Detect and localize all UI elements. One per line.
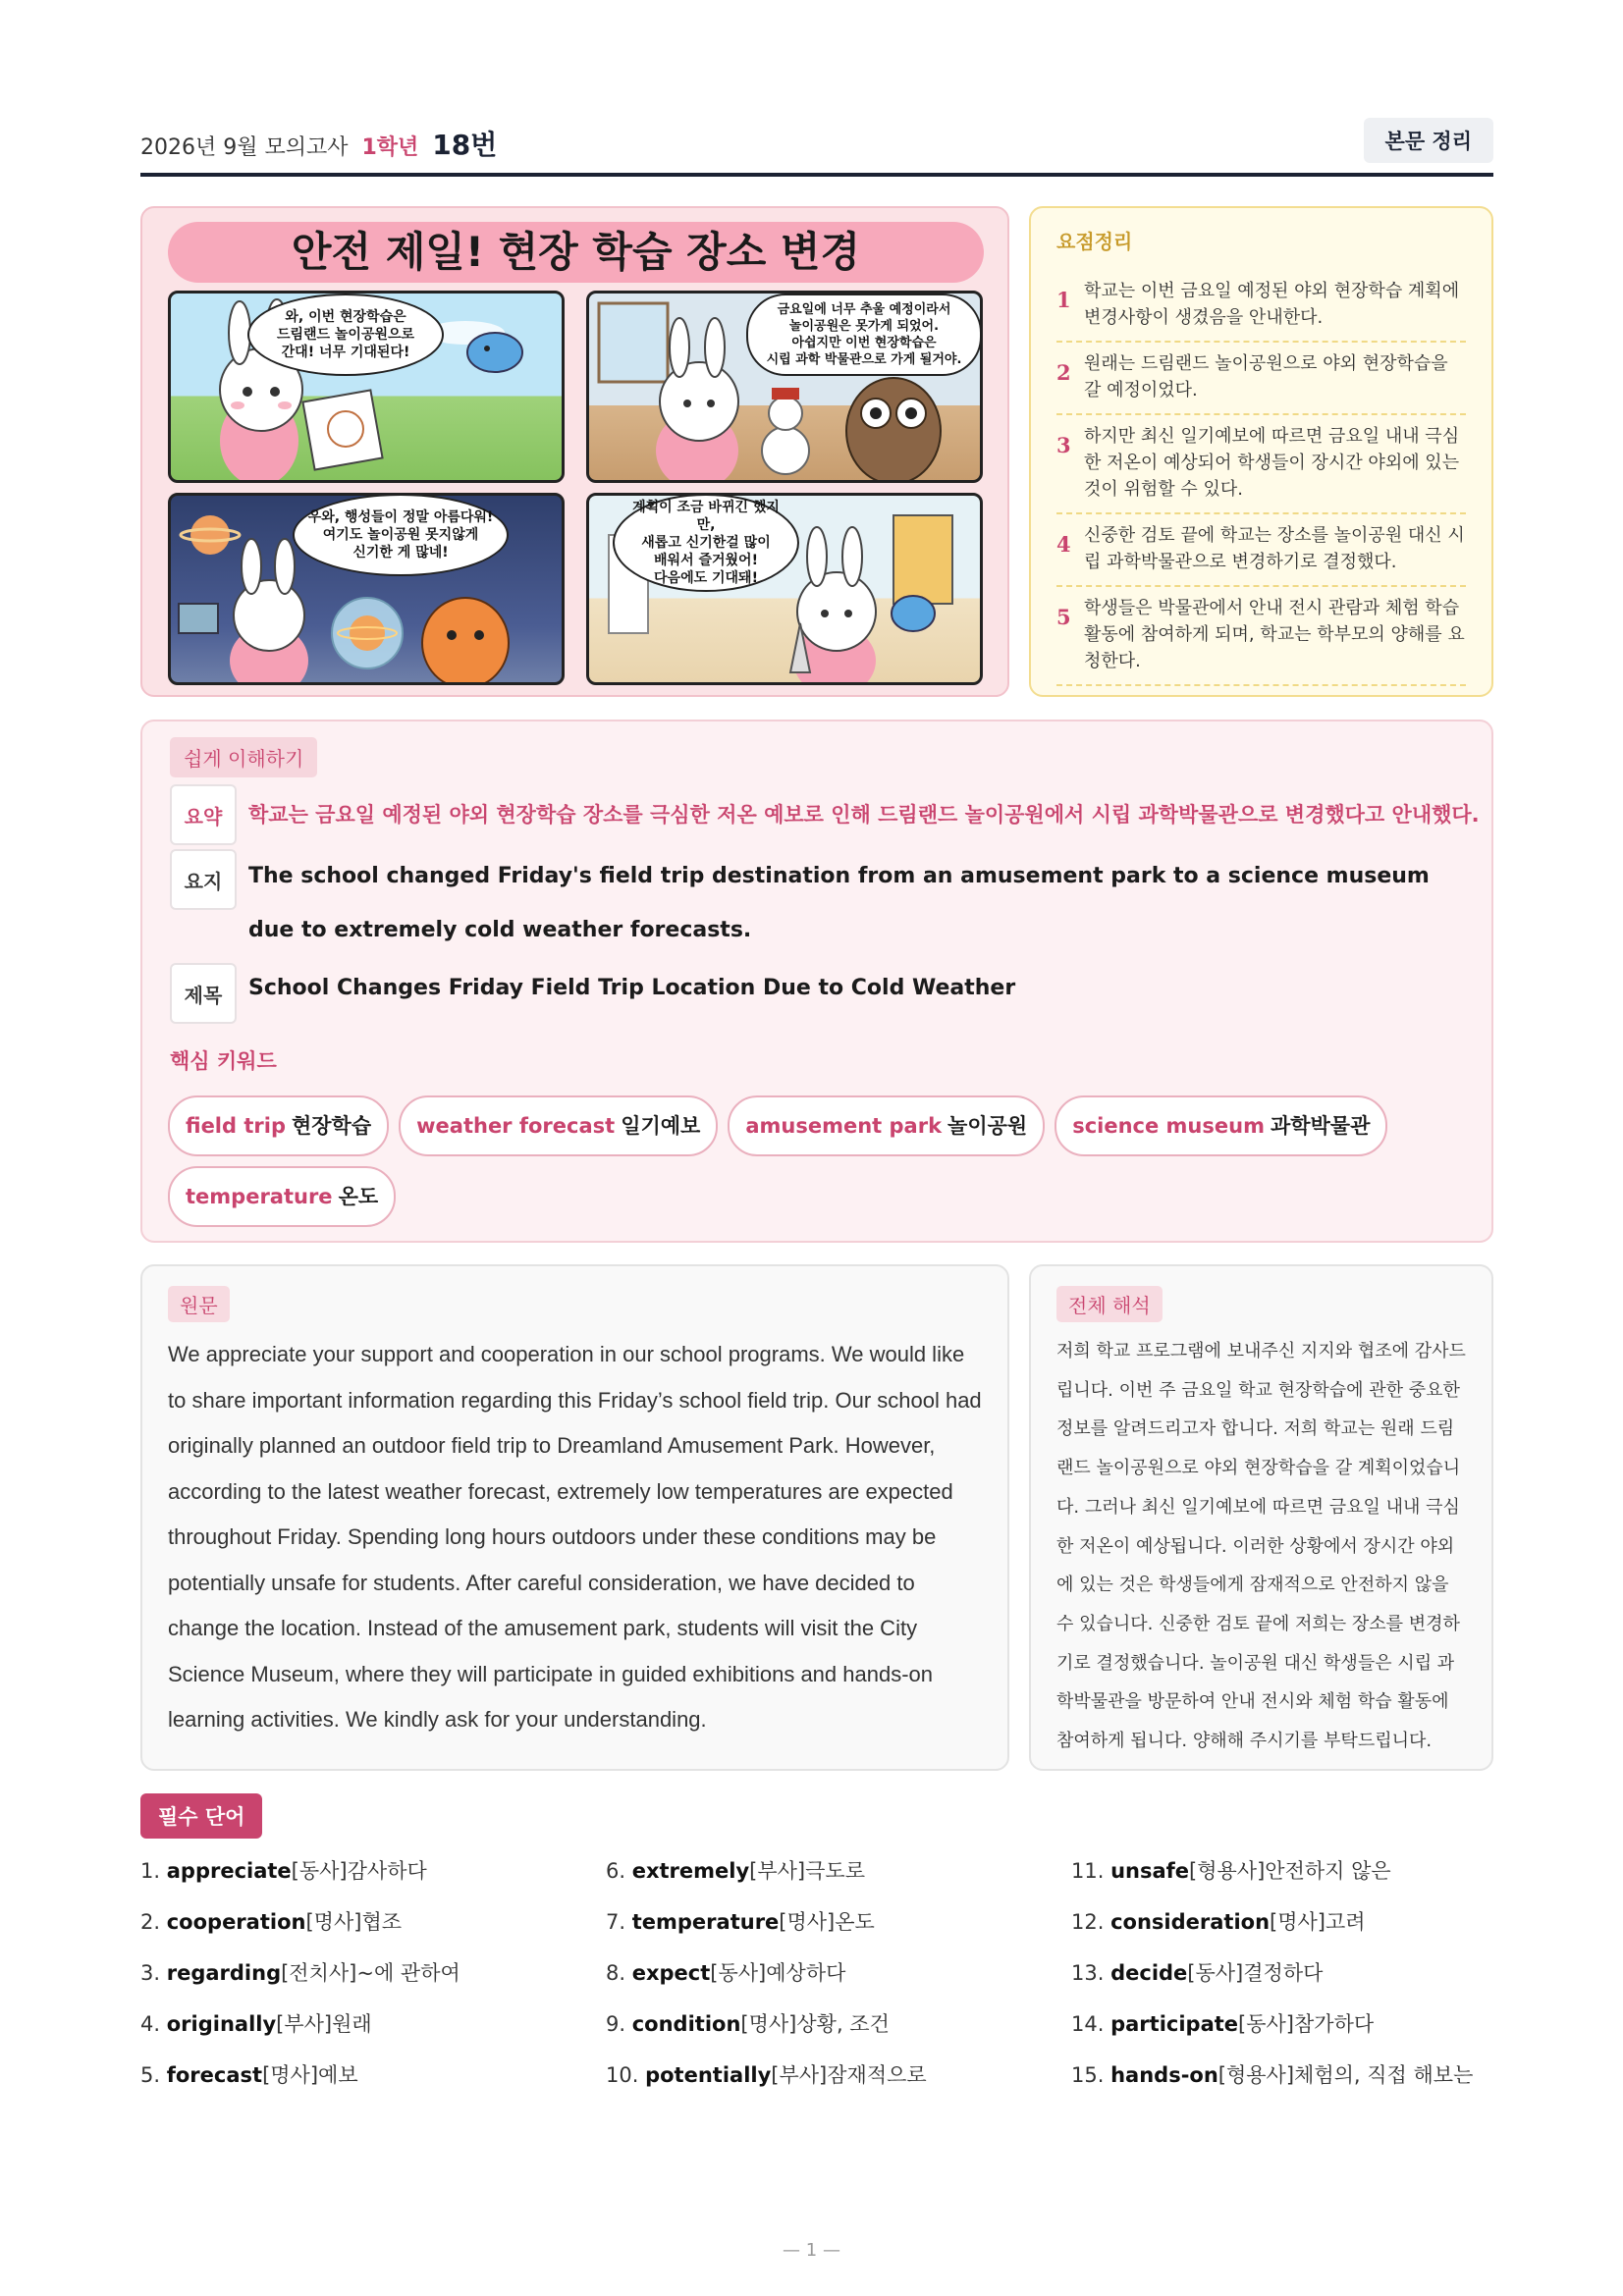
keyword-chip xyxy=(1055,1095,1387,1156)
keyword-chip xyxy=(399,1095,718,1156)
vocab-number: 13. xyxy=(1071,1961,1105,1985)
vocab-word: condition xyxy=(631,2012,741,2036)
vocab-item xyxy=(140,1948,606,1999)
exam-info xyxy=(140,124,497,163)
section-badge: 본문 정리 xyxy=(1364,118,1493,163)
point-number: 4 xyxy=(1056,532,1071,557)
vocab-item xyxy=(606,2050,1071,2101)
point-number: 2 xyxy=(1056,360,1071,385)
vocab-pos: [형용사] xyxy=(1217,2063,1295,2087)
vocab-pos: [부사] xyxy=(276,2012,333,2036)
vocab-word: appreciate xyxy=(166,1859,292,1883)
summary-label: 요약 xyxy=(170,784,237,845)
section-tag: 전체 해석 xyxy=(1056,1286,1163,1322)
vocab-meaning: 잠재적으로 xyxy=(827,2063,927,2087)
keyword-chip xyxy=(168,1095,389,1156)
vocab-pos: [명사] xyxy=(779,1910,836,1934)
vocab-number: 1. xyxy=(140,1859,161,1883)
vocab-pos: [동사] xyxy=(710,1961,767,1985)
point-item xyxy=(1056,514,1466,587)
exam-name: 2026년 9월 모의고사 xyxy=(140,135,349,160)
vocab-number: 9. xyxy=(606,2012,626,2036)
speech-bubble-4: 계획이 조금 바뀌긴 했지만, 새롭고 신기한걸 많이 배워서 즐거웠어! 다음에도 기대돼! xyxy=(613,494,799,592)
vocab-number: 4. xyxy=(140,2012,161,2036)
point-item xyxy=(1056,270,1466,343)
vocab-item xyxy=(1071,1948,1537,1999)
comic-panel-2 xyxy=(586,291,983,483)
speech-bubble-2: 금요일에 너무 추울 예정이라서 놀이공원은 못가게 되었어. 아쉽지만 이번 현장학습은 시립 과학 박물관으로 가게 될거야. xyxy=(746,294,982,376)
vocab-pos: [동사] xyxy=(1238,2012,1294,2036)
vocab-item xyxy=(606,1845,1071,1896)
page-number: — 1 — xyxy=(783,2240,840,2261)
vocab-word: regarding xyxy=(166,1961,282,1985)
question-number: 18번 xyxy=(432,129,498,161)
vocab-number: 3. xyxy=(140,1961,161,1985)
vocab-meaning: 협조 xyxy=(361,1910,403,1934)
vocab-pos: [동사] xyxy=(1187,1961,1244,1985)
translation-section xyxy=(1029,1264,1493,1771)
vocab-meaning: 극도로 xyxy=(805,1859,865,1883)
vocab-meaning: 예상하다 xyxy=(766,1961,846,1985)
vocab-number: 12. xyxy=(1071,1910,1105,1934)
section-tag: 쉽게 이해하기 xyxy=(170,737,317,777)
original-text-section xyxy=(140,1264,1009,1771)
vocab-item xyxy=(140,2050,606,2101)
vocab-pos: [동사] xyxy=(291,1859,348,1883)
gist-row xyxy=(170,849,1476,957)
vocab-number: 8. xyxy=(606,1961,626,1985)
page-header xyxy=(140,116,1493,177)
keyword-en: science museum xyxy=(1072,1114,1265,1138)
vocab-meaning: 참가하다 xyxy=(1294,2012,1375,2036)
vocab-word: participate xyxy=(1110,2012,1239,2036)
vocab-item xyxy=(140,1896,606,1948)
vocab-meaning: 원래 xyxy=(332,2012,372,2036)
vocab-list xyxy=(140,1845,1535,2101)
vocab-word: expect xyxy=(631,1961,711,1985)
point-number: 3 xyxy=(1056,433,1071,457)
keywords-title: 핵심 키워드 xyxy=(170,1049,277,1073)
point-number: 5 xyxy=(1056,605,1071,629)
vocab-item xyxy=(1071,1999,1537,2050)
vocab-item xyxy=(140,1845,606,1896)
vocab-meaning: 체험의, 직접 해보는 xyxy=(1294,2063,1474,2087)
vocab-meaning: ~에 관하여 xyxy=(356,1961,460,1985)
vocab-number: 6. xyxy=(606,1859,626,1883)
vocab-number: 7. xyxy=(606,1910,626,1934)
vocab-pos: [형용사] xyxy=(1189,1859,1266,1883)
vocab-meaning: 상황, 조건 xyxy=(796,2012,890,2036)
keyword-ko: 현장학습 xyxy=(291,1114,372,1138)
section-tag: 원문 xyxy=(168,1286,230,1322)
vocab-number: 15. xyxy=(1071,2063,1105,2087)
gist-label: 요지 xyxy=(170,849,237,910)
vocab-word: hands-on xyxy=(1110,2063,1218,2087)
vocab-pos: [명사] xyxy=(305,1910,362,1934)
vocab-item xyxy=(606,1999,1071,2050)
keyword-en: weather forecast xyxy=(416,1114,616,1138)
vocab-meaning: 감사하다 xyxy=(347,1859,427,1883)
vocab-word: forecast xyxy=(166,2063,263,2087)
keyword-ko: 과학박물관 xyxy=(1270,1114,1371,1138)
comic-panel-3 xyxy=(168,493,565,685)
vocab-word: decide xyxy=(1110,1961,1188,1985)
vocab-word: temperature xyxy=(631,1910,780,1934)
vocab-item xyxy=(1071,1896,1537,1948)
vocab-number: 11. xyxy=(1071,1859,1105,1883)
keyword-ko: 놀이공원 xyxy=(947,1114,1028,1138)
point-text: 원래는 드림랜드 놀이공원으로 야외 현장학습을 갈 예정이었다. xyxy=(1084,353,1448,400)
points-title: 요점정리 xyxy=(1056,230,1133,253)
grade-label: 1학년 xyxy=(361,135,419,160)
title-label: 제목 xyxy=(170,963,237,1024)
summary-points xyxy=(1029,206,1493,697)
vocab-item xyxy=(1071,2050,1537,2101)
comic-panel-1 xyxy=(168,291,565,483)
vocab-pos: [부사] xyxy=(749,1859,806,1883)
keyword-en: temperature xyxy=(186,1185,333,1208)
easy-understanding-section xyxy=(140,720,1493,1243)
summary-row xyxy=(170,784,1480,845)
vocab-item xyxy=(140,1999,606,2050)
point-item xyxy=(1056,415,1466,514)
vocab-word: potentially xyxy=(645,2063,772,2087)
keyword-ko: 일기예보 xyxy=(621,1114,701,1138)
vocab-word: consideration xyxy=(1110,1910,1271,1934)
comic-illustration xyxy=(140,206,1009,697)
gist-text: The school changed Friday's field trip destination from an amusement park to a science museum due to extremely cold weather forecasts. xyxy=(248,864,1430,942)
vocab-number: 5. xyxy=(140,2063,161,2087)
vocab-meaning: 온도 xyxy=(835,1910,875,1934)
vocab-pos: [전치사] xyxy=(281,1961,357,1985)
keyword-chip xyxy=(728,1095,1045,1156)
vocab-meaning: 결정하다 xyxy=(1243,1961,1324,1985)
summary-text: 학교는 금요일 예정된 야외 현장학습 장소를 극심한 저온 예보로 인해 드림랜드 놀이공원에서 시립 과학박물관으로 변경했다고 안내했다. xyxy=(248,803,1480,827)
vocab-meaning: 안전하지 않은 xyxy=(1265,1859,1391,1883)
point-item xyxy=(1056,343,1466,415)
vocab-pos: [부사] xyxy=(771,2063,828,2087)
keyword-en: amusement park xyxy=(745,1114,943,1138)
comic-title: 안전 제일! 현장 학습 장소 변경 xyxy=(168,222,984,283)
comic-panel-4 xyxy=(586,493,983,685)
point-text: 하지만 최신 일기예보에 따르면 금요일 내내 극심한 저온이 예상되어 학생들이 장시간 야외에 있는 것이 위험할 수 있다. xyxy=(1084,426,1460,500)
translation-passage: 저희 학교 프로그램에 보내주신 지지와 협조에 감사드립니다. 이번 주 금요일 학교 현장학습에 관한 중요한 정보를 알려드리고자 합니다. 저희 학교는 원래 드림랜드 놀이공원으로 야외 현장학습을 갈 계획이었습니다. 그러나 최신 일기예보에 따르면 금요일 내내 극심한 저온이 예상됩니다. 이러한 상황에서 장시간 야외에 있는 것은 학생들에게 잠재적으로 안전하지 않을 수 있습니다. 신중한 검토 끝에 저희는 장소를 변경하기로 결정했습니다. 놀이공원 대신 학생들은 시립 과학박물관을 방문하여 안내 전시와 체험 학습 활동에 참여하게 됩니다. 양해해 주시기를 부탁드립니다. xyxy=(1056,1341,1466,1752)
vocab-tag: 필수 단어 xyxy=(140,1793,262,1839)
point-number: 1 xyxy=(1056,288,1071,312)
title-text: School Changes Friday Field Trip Location Due to Cold Weather xyxy=(248,976,1016,1000)
vocab-item xyxy=(606,1896,1071,1948)
vocab-word: unsafe xyxy=(1110,1859,1190,1883)
vocab-word: cooperation xyxy=(166,1910,306,1934)
point-text: 학교는 이번 금요일 예정된 야외 현장학습 계획에 변경사항이 생겼음을 안내한다. xyxy=(1084,281,1460,328)
vocab-pos: [명사] xyxy=(262,2063,319,2087)
vocab-word: extremely xyxy=(631,1859,750,1883)
keyword-en: field trip xyxy=(186,1114,286,1138)
point-item xyxy=(1056,587,1466,686)
keyword-chip xyxy=(168,1166,396,1227)
speech-bubble-1: 와, 이번 현장학습은 드림랜드 놀이공원으로 간대! 너무 기대된다! xyxy=(247,294,444,376)
vocab-pos: [명사] xyxy=(740,2012,797,2036)
vocab-number: 14. xyxy=(1071,2012,1105,2036)
vocab-pos: [명사] xyxy=(1270,1910,1326,1934)
keyword-ko: 온도 xyxy=(338,1185,379,1208)
vocab-item xyxy=(606,1948,1071,1999)
vocab-number: 10. xyxy=(606,2063,639,2087)
vocab-meaning: 예보 xyxy=(318,2063,358,2087)
speech-bubble-3: 우와, 행성들이 정말 아름다워! 여기도 놀이공원 못지않게 신기한 게 많네! xyxy=(293,494,509,576)
point-text: 신중한 검토 끝에 학교는 장소를 놀이공원 대신 시립 과학박물관으로 변경하기로 결정했다. xyxy=(1084,525,1465,572)
title-row xyxy=(170,963,1015,1024)
vocab-number: 2. xyxy=(140,1910,161,1934)
original-passage: We appreciate your support and cooperation in our school programs. We would like to share important information regarding this Friday’s school field trip. Our school had originally planned an outdoor field trip to Dreamland Amusement Park. However, according to the latest weather forecast, extremely low temperatures are expected throughout Friday. Spending long hours outdoors under these conditions may be potentially unsafe for students. After careful consideration, we have decided to change the location. Instead of the amusement park, students will visit the City Science Museum, where they will participate in guided exhibitions and hands-on learning activities. We kindly ask for your understanding. xyxy=(168,1342,982,1732)
vocab-meaning: 고려 xyxy=(1325,1910,1366,1934)
vocab-word: originally xyxy=(166,2012,277,2036)
vocab-item xyxy=(1071,1845,1537,1896)
keywords-list xyxy=(168,1095,1474,1227)
point-text: 학생들은 박물관에서 안내 전시 관람과 체험 학습 활동에 참여하게 되며, 학교는 학부모의 양해를 요청한다. xyxy=(1084,598,1465,671)
